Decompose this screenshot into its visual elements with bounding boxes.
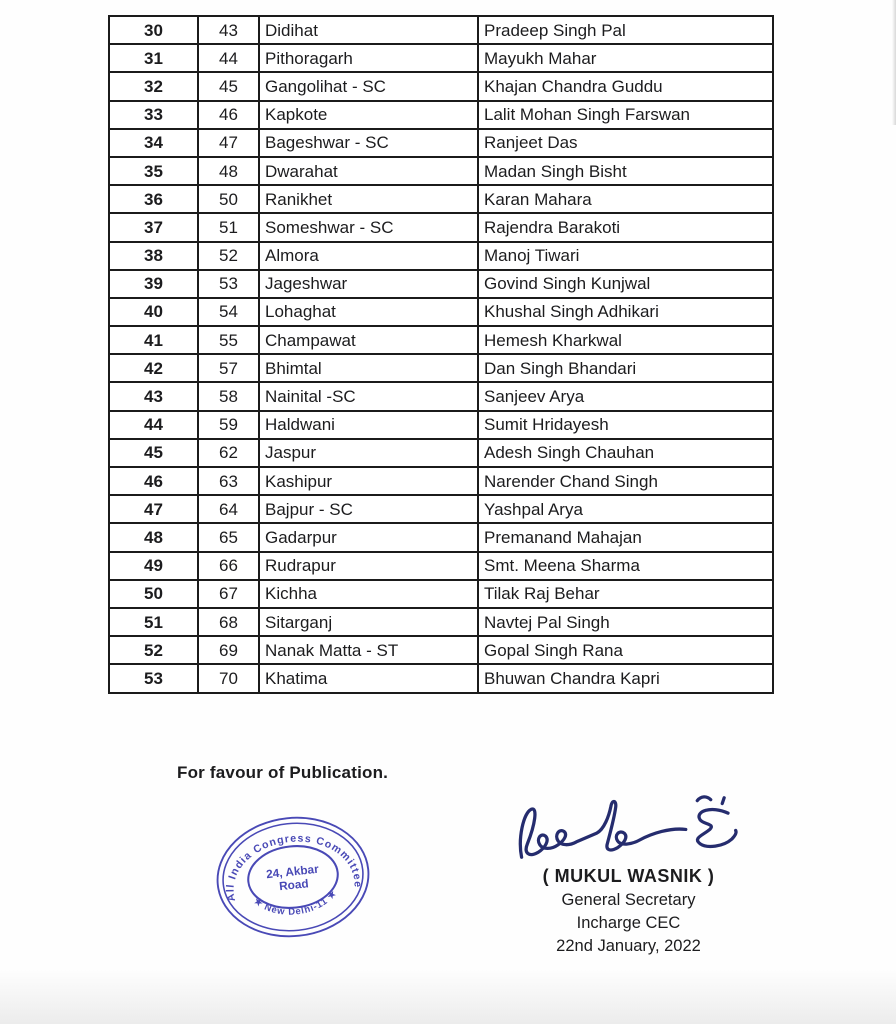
stamp-address-line2: Road bbox=[278, 876, 310, 894]
table-row bbox=[109, 523, 773, 551]
candidate-cell: Khajan Chandra Guddu bbox=[478, 72, 773, 100]
signatory-title: General Secretary bbox=[561, 891, 696, 909]
table-row bbox=[109, 636, 773, 664]
constituency-cell: Rudrapur bbox=[259, 552, 478, 580]
serial-cell: 40 bbox=[109, 298, 198, 326]
candidate-cell: Premanand Mahajan bbox=[478, 523, 773, 551]
candidate-cell: Gopal Singh Rana bbox=[478, 636, 773, 664]
candidate-cell: Rajendra Barakoti bbox=[478, 213, 773, 241]
candidate-cell: Pradeep Singh Pal bbox=[478, 16, 773, 44]
table-row bbox=[109, 270, 773, 298]
constituency-cell: Nanak Matta - ST bbox=[259, 636, 478, 664]
constituency-cell: Bageshwar - SC bbox=[259, 129, 478, 157]
constituency-cell: Gangolihat - SC bbox=[259, 72, 478, 100]
svg-text:★ New Delhi-11 ★ bbox=[250, 886, 341, 922]
table-row bbox=[109, 298, 773, 326]
serial-cell: 47 bbox=[109, 495, 198, 523]
serial-cell: 42 bbox=[109, 354, 198, 382]
candidate-cell: Karan Mahara bbox=[478, 185, 773, 213]
serial-cell: 45 bbox=[109, 439, 198, 467]
table-row bbox=[109, 552, 773, 580]
ac-number-cell: 67 bbox=[198, 580, 259, 608]
table-row bbox=[109, 439, 773, 467]
table-row bbox=[109, 354, 773, 382]
publication-note: For favour of Publication. bbox=[177, 763, 389, 782]
candidate-cell: Madan Singh Bisht bbox=[478, 157, 773, 185]
constituency-cell: Khatima bbox=[259, 664, 478, 692]
ac-number-cell: 44 bbox=[198, 44, 259, 72]
constituency-cell: Jageshwar bbox=[259, 270, 478, 298]
aicc-rubber-stamp bbox=[207, 806, 379, 948]
table-row bbox=[109, 213, 773, 241]
ac-number-cell: 68 bbox=[198, 608, 259, 636]
ac-number-cell: 69 bbox=[198, 636, 259, 664]
ac-number-cell: 65 bbox=[198, 523, 259, 551]
serial-cell: 30 bbox=[109, 16, 198, 44]
serial-cell: 50 bbox=[109, 580, 198, 608]
candidate-cell: Sanjeev Arya bbox=[478, 382, 773, 410]
table-row bbox=[109, 44, 773, 72]
candidate-cell: Yashpal Arya bbox=[478, 495, 773, 523]
serial-cell: 53 bbox=[109, 664, 198, 692]
serial-cell: 43 bbox=[109, 382, 198, 410]
ac-number-cell: 64 bbox=[198, 495, 259, 523]
candidate-cell: Hemesh Kharkwal bbox=[478, 326, 773, 354]
constituency-cell: Champawat bbox=[259, 326, 478, 354]
ac-number-cell: 45 bbox=[198, 72, 259, 100]
ac-number-cell: 62 bbox=[198, 439, 259, 467]
ac-number-cell: 63 bbox=[198, 467, 259, 495]
constituency-cell: Ranikhet bbox=[259, 185, 478, 213]
serial-cell: 52 bbox=[109, 636, 198, 664]
ac-number-cell: 53 bbox=[198, 270, 259, 298]
constituency-cell: Sitarganj bbox=[259, 608, 478, 636]
constituency-cell: Bajpur - SC bbox=[259, 495, 478, 523]
stamp-city-text: ★ New Delhi-11 ★ bbox=[251, 887, 340, 918]
constituency-cell: Didihat bbox=[259, 16, 478, 44]
ac-number-cell: 57 bbox=[198, 354, 259, 382]
candidate-cell: Sumit Hridayesh bbox=[478, 411, 773, 439]
ac-number-cell: 59 bbox=[198, 411, 259, 439]
ac-number-cell: 66 bbox=[198, 552, 259, 580]
table-row bbox=[109, 242, 773, 270]
constituency-cell: Lohaghat bbox=[259, 298, 478, 326]
table-row bbox=[109, 495, 773, 523]
table-row bbox=[109, 382, 773, 410]
ac-number-cell: 52 bbox=[198, 242, 259, 270]
candidate-cell: Manoj Tiwari bbox=[478, 242, 773, 270]
stamp-org-text: All India Congress Committee bbox=[224, 832, 364, 903]
table-row bbox=[109, 157, 773, 185]
constituency-cell: Almora bbox=[259, 242, 478, 270]
candidate-cell: Ranjeet Das bbox=[478, 129, 773, 157]
constituency-cell: Kichha bbox=[259, 580, 478, 608]
table-row bbox=[109, 326, 773, 354]
table-row bbox=[109, 608, 773, 636]
candidate-cell: Narender Chand Singh bbox=[478, 467, 773, 495]
ac-number-cell: 51 bbox=[198, 213, 259, 241]
ac-number-cell: 70 bbox=[198, 664, 259, 692]
serial-cell: 36 bbox=[109, 185, 198, 213]
serial-cell: 34 bbox=[109, 129, 198, 157]
candidate-cell: Navtej Pal Singh bbox=[478, 608, 773, 636]
serial-cell: 33 bbox=[109, 101, 198, 129]
constituency-cell: Jaspur bbox=[259, 439, 478, 467]
table-row bbox=[109, 467, 773, 495]
constituency-cell: Bhimtal bbox=[259, 354, 478, 382]
serial-cell: 39 bbox=[109, 270, 198, 298]
ac-number-cell: 50 bbox=[198, 185, 259, 213]
ac-number-cell: 58 bbox=[198, 382, 259, 410]
serial-cell: 35 bbox=[109, 157, 198, 185]
serial-cell: 37 bbox=[109, 213, 198, 241]
serial-cell: 31 bbox=[109, 44, 198, 72]
table-row bbox=[109, 129, 773, 157]
candidate-cell: Mayukh Mahar bbox=[478, 44, 773, 72]
constituency-cell: Pithoragarh bbox=[259, 44, 478, 72]
serial-cell: 48 bbox=[109, 523, 198, 551]
candidate-cell: Dan Singh Bhandari bbox=[478, 354, 773, 382]
signatory-role: Incharge CEC bbox=[576, 914, 681, 932]
constituency-cell: Gadarpur bbox=[259, 523, 478, 551]
serial-cell: 44 bbox=[109, 411, 198, 439]
table-row bbox=[109, 580, 773, 608]
signature-date: 22nd January, 2022 bbox=[556, 937, 701, 955]
constituency-cell: Kashipur bbox=[259, 467, 478, 495]
stamp-address-line1: 24, Akbar bbox=[265, 861, 320, 882]
candidate-roster-table bbox=[108, 15, 774, 694]
signatory-name: ( MUKUL WASNIK ) bbox=[542, 866, 715, 886]
table-row bbox=[109, 411, 773, 439]
candidate-cell: Govind Singh Kunjwal bbox=[478, 270, 773, 298]
ac-number-cell: 54 bbox=[198, 298, 259, 326]
serial-cell: 49 bbox=[109, 552, 198, 580]
ac-number-cell: 46 bbox=[198, 101, 259, 129]
ac-number-cell: 48 bbox=[198, 157, 259, 185]
table-row bbox=[109, 185, 773, 213]
scan-bottom-shade bbox=[0, 969, 896, 1024]
candidate-cell: Bhuwan Chandra Kapri bbox=[478, 664, 773, 692]
table-row bbox=[109, 101, 773, 129]
serial-cell: 32 bbox=[109, 72, 198, 100]
roster-table-body bbox=[109, 16, 773, 693]
ac-number-cell: 43 bbox=[198, 16, 259, 44]
constituency-cell: Haldwani bbox=[259, 411, 478, 439]
candidate-cell: Adesh Singh Chauhan bbox=[478, 439, 773, 467]
scan-edge-artifact bbox=[892, 0, 896, 125]
stamp-seal-icon bbox=[207, 806, 379, 948]
candidate-cell: Lalit Mohan Singh Farswan bbox=[478, 101, 773, 129]
serial-cell: 51 bbox=[109, 608, 198, 636]
constituency-cell: Kapkote bbox=[259, 101, 478, 129]
table-row bbox=[109, 16, 773, 44]
constituency-cell: Dwarahat bbox=[259, 157, 478, 185]
candidate-cell: Smt. Meena Sharma bbox=[478, 552, 773, 580]
serial-cell: 38 bbox=[109, 242, 198, 270]
ac-number-cell: 55 bbox=[198, 326, 259, 354]
ac-number-cell: 47 bbox=[198, 129, 259, 157]
candidate-cell: Tilak Raj Behar bbox=[478, 580, 773, 608]
table-row bbox=[109, 664, 773, 692]
serial-cell: 46 bbox=[109, 467, 198, 495]
constituency-cell: Someshwar - SC bbox=[259, 213, 478, 241]
constituency-cell: Nainital -SC bbox=[259, 382, 478, 410]
candidate-cell: Khushal Singh Adhikari bbox=[478, 298, 773, 326]
serial-cell: 41 bbox=[109, 326, 198, 354]
table-row bbox=[109, 72, 773, 100]
signature-ink-icon bbox=[508, 792, 756, 864]
signature-block bbox=[486, 792, 771, 956]
